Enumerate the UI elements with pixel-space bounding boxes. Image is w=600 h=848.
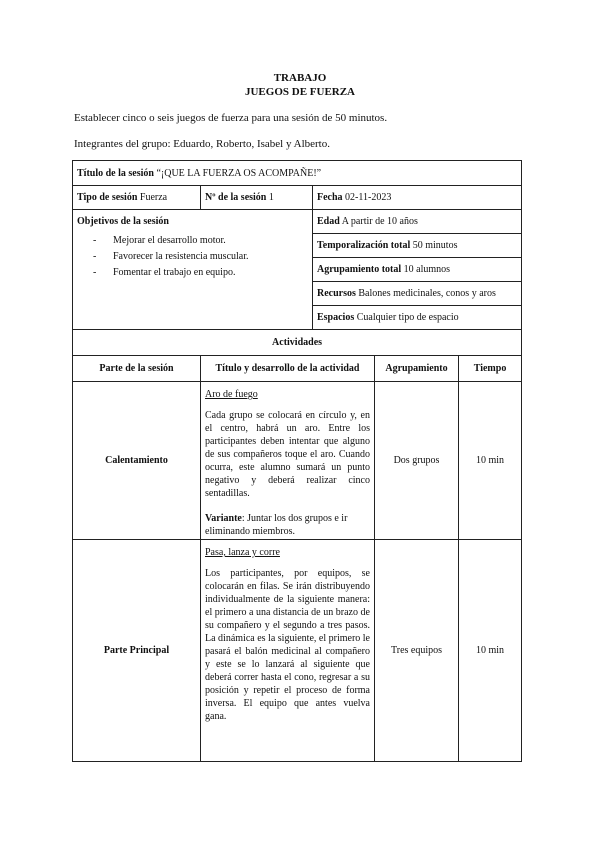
objectives-list [77, 233, 308, 281]
activity-part: Calentamiento [73, 382, 201, 540]
objective-item: - Favorecer la resistencia muscular. [113, 249, 308, 265]
age-label: Edad [317, 216, 340, 227]
column-header-part: Parte de la sesión [73, 356, 201, 382]
session-date-cell [313, 186, 522, 210]
age-cell [313, 210, 522, 234]
session-number-cell [201, 186, 313, 210]
resources-value: Balones medicinales, conos y aros [358, 288, 496, 299]
activity-grouping: Tres equipos [375, 540, 459, 762]
resources-cell [313, 282, 522, 306]
activity-grouping: Dos grupos [375, 382, 459, 540]
session-title-value: “¡QUE LA FUERZA OS ACOMPAÑE!” [156, 167, 322, 179]
doc-subtitle: JUEGOS DE FUERZA [244, 86, 356, 98]
session-title-row [73, 161, 522, 186]
spaces-label: Espacios [317, 312, 355, 323]
objectives-row [73, 210, 522, 234]
activities-header: Actividades [73, 330, 522, 356]
time-cell [313, 234, 522, 258]
objective-item: - Mejorar el desarrollo motor. [113, 233, 308, 249]
activity-description: Cada grupo se colocará en círculo y, en el centro, habrá un aro. Entre los participantes deben intentar que alguno de sus compañeros toque el aro. Cuando ocurra, este alumno sumará un punto negativo y deberá realizar cinco sentadillas. [205, 410, 370, 499]
resources-label: Recursos [317, 288, 356, 299]
activity-variant-text: : Juntar los dos grupos e ir eliminando miembros. [205, 513, 348, 537]
session-number-label: Nº de la sesión [205, 192, 267, 203]
session-table [72, 160, 522, 762]
activity-description: Los participantes, por equipos, se colocarán en filas. Se irán distribuyendo individualmente de la siguiente manera: el primero a una distancia de un brazo de su compañero y el segundo a tres pasos. La dinámica es la siguiente, el primero le pasará el balón medicinal al compañero y este se lo lanzará al siguiente que deberá correr hasta el cono, regresar a su posición y repetir el proceso de forma inversa. El equipo que antes vuelva gana. [205, 568, 370, 722]
activity-time: 10 min [459, 540, 522, 762]
activity-title: Aro de fuego [205, 389, 258, 400]
session-title-label: Título de la sesión [77, 167, 154, 179]
age-value: A partir de 10 años [341, 216, 418, 227]
activity-part: Parte Principal [73, 540, 201, 762]
objectives-cell [73, 210, 313, 330]
grouping-label: Agrupamiento total [317, 264, 402, 275]
spaces-cell [313, 306, 522, 330]
activity-variant [205, 512, 370, 538]
time-label: Temporalización total [317, 240, 411, 251]
intro-members: Integrantes del grupo: Eduardo, Roberto, Isabel y Alberto. [74, 138, 330, 150]
activity-row [73, 382, 522, 540]
activity-title: Pasa, lanza y corre [205, 547, 280, 558]
session-date-label: Fecha [317, 192, 343, 203]
activities-columns-row [73, 356, 522, 382]
column-header-grouping: Agrupamiento [375, 356, 459, 382]
activity-row [73, 540, 522, 762]
session-type-cell [73, 186, 201, 210]
session-title-cell [73, 161, 522, 186]
spaces-value: Cualquier tipo de espacio [356, 312, 459, 323]
activity-content [201, 382, 375, 540]
column-header-time: Tiempo [459, 356, 522, 382]
session-info-row [73, 186, 522, 210]
session-type-value: Fuerza [139, 192, 168, 203]
session-type-label: Tipo de sesión [77, 192, 138, 203]
objective-item: - Fomentar el trabajo en equipo. [113, 265, 308, 281]
column-header-activity: Título y desarrollo de la actividad [201, 356, 375, 382]
intro-instruction: Establecer cinco o seis juegos de fuerza para una sesión de 50 minutos. [74, 112, 388, 124]
time-value: 50 minutos [412, 240, 458, 251]
session-number-value: 1 [268, 192, 274, 203]
objectives-label: Objetivos de la sesión [77, 216, 169, 227]
doc-title: TRABAJO [273, 72, 327, 84]
grouping-value: 10 alumnos [403, 264, 451, 275]
activity-variant-label: Variante [205, 513, 242, 524]
activity-content [201, 540, 375, 762]
grouping-cell [313, 258, 522, 282]
activity-time: 10 min [459, 382, 522, 540]
activities-header-row [73, 330, 522, 356]
session-date-value: 02-11-2023 [345, 192, 392, 203]
